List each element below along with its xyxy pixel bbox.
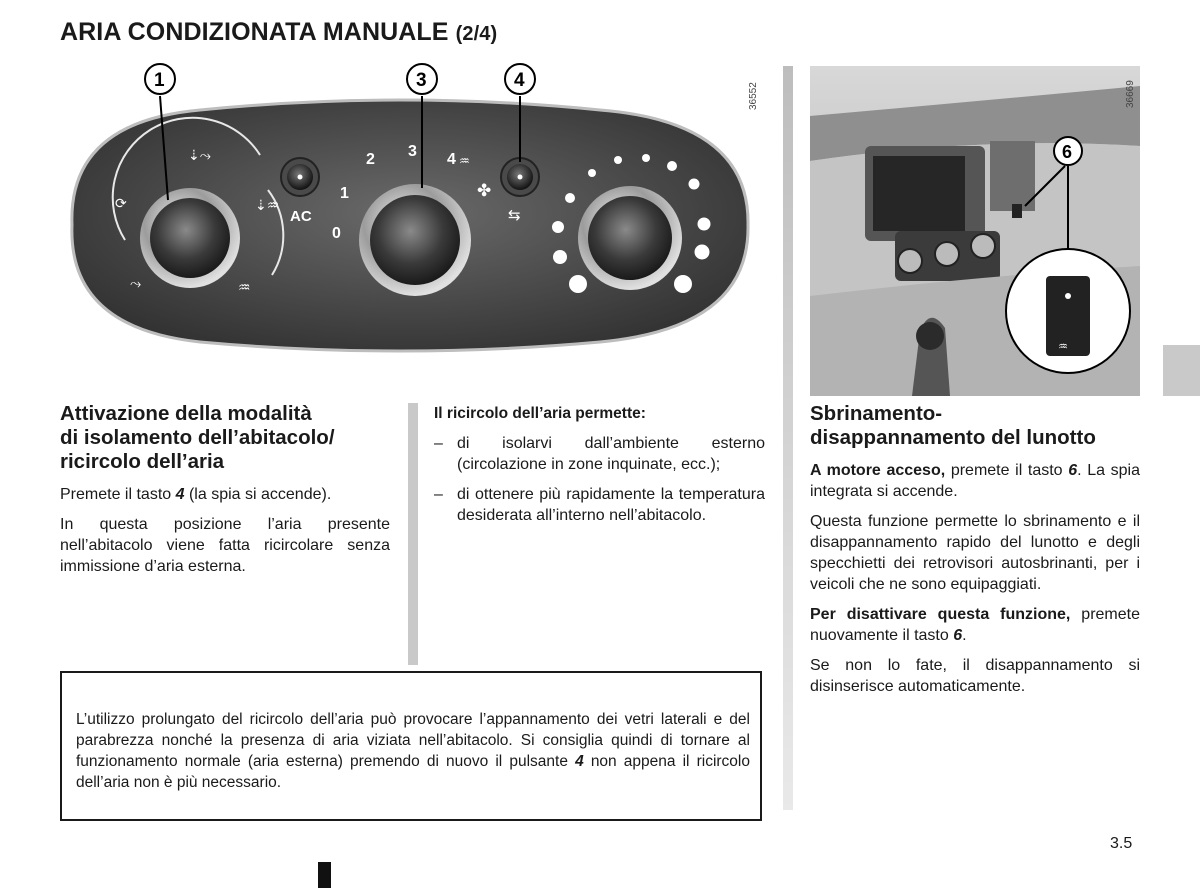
page-title-suffix: (2/4) bbox=[455, 23, 498, 45]
fan-speed-3: 3 bbox=[408, 143, 417, 160]
multimedia-screen bbox=[873, 156, 965, 231]
middle-item-1-text: di isolarvi dall’ambiente esterno (circolazione in zone inquinate, ecc.); bbox=[457, 435, 765, 473]
right-p1-end: . La spia integrata si accende. bbox=[810, 462, 1140, 500]
defrost-icon: ♒ bbox=[459, 154, 470, 168]
callout-6: 6 bbox=[1062, 142, 1073, 162]
warning-text bbox=[76, 709, 750, 793]
warning-key: 4 bbox=[575, 753, 584, 770]
recirculation-car-icon: ⇆ bbox=[508, 207, 521, 224]
windscreen-feet-icon: ⇣♒ bbox=[255, 198, 280, 214]
right-p1-bold: A motore acceso, bbox=[810, 462, 946, 479]
rear-defrost-indicator-light bbox=[1065, 293, 1071, 299]
right-heading-line-2: disappannamento del lunotto bbox=[810, 426, 1096, 449]
right-column-heading bbox=[810, 402, 1140, 450]
recirculation-indicator-light bbox=[518, 175, 523, 180]
panel-figure-code: 36552 bbox=[748, 82, 759, 110]
windscreen-icon: ♒ bbox=[238, 280, 251, 296]
right-p3-bold: Per disattivare questa funzione, bbox=[810, 606, 1071, 623]
face-icon: ⟳ bbox=[115, 196, 127, 212]
left-heading-line-2: di isolamento dell’abitacolo/ bbox=[60, 426, 335, 449]
middle-item-2-text: di ottenere più rapidamente la temperatura desiderata all’interno nell’abitacolo. bbox=[457, 486, 765, 524]
callout-1: 1 bbox=[154, 70, 165, 91]
feet-icon: ⤳ bbox=[130, 276, 142, 292]
air-vent bbox=[990, 141, 1035, 211]
photo-figure-code: 36669 bbox=[1125, 80, 1136, 108]
right-p3-key: 6 bbox=[953, 627, 963, 644]
ac-indicator-light bbox=[298, 175, 303, 180]
right-p1-text: premete il tasto bbox=[950, 462, 1063, 479]
ac-label: AC bbox=[290, 208, 312, 225]
right-paragraph-2: Questa funzione permette lo sbrinamento e il disappannamento rapido del lunotto e degli specchietti dei retrovisori autosbrinanti, per i veicoli che ne sono equipaggiati. bbox=[810, 513, 1140, 593]
fan-icon: ✤ bbox=[477, 181, 492, 200]
page-title-text: ARIA CONDIZIONATA MANUALE bbox=[60, 18, 449, 46]
right-column bbox=[810, 402, 1140, 697]
dashboard-photo bbox=[810, 66, 1140, 396]
left-p1-text: Premete il tasto bbox=[60, 486, 172, 503]
callout-3: 3 bbox=[416, 70, 427, 91]
left-column-heading bbox=[60, 402, 390, 474]
control-panel-figure bbox=[60, 60, 760, 370]
left-p1-end: (la spia si accende). bbox=[188, 486, 332, 503]
left-heading-line-3: ricircolo dell’aria bbox=[60, 450, 225, 473]
right-paragraph-4: Se non lo fate, il disappannamento si disinserisce automaticamente. bbox=[810, 657, 1140, 695]
rear-defrost-icon: ♒ bbox=[1058, 341, 1068, 353]
callout-4: 4 bbox=[514, 70, 525, 91]
fan-speed-4: 4 bbox=[447, 151, 456, 168]
fan-speed-1: 1 bbox=[340, 185, 349, 202]
left-p1-key: 4 bbox=[175, 486, 185, 503]
left-paragraph-1 bbox=[60, 484, 390, 505]
page-number: 3.5 bbox=[1110, 835, 1133, 852]
right-paragraph-3 bbox=[810, 604, 1140, 646]
left-column bbox=[60, 402, 390, 577]
distribution-knob[interactable] bbox=[150, 198, 230, 278]
middle-list-item-2 bbox=[434, 484, 765, 526]
warning-box bbox=[60, 671, 762, 821]
warning-text-before: L’utilizzo prolungato del ricircolo dell’aria può provocare l’appannamento dei vetri laterali e del parabrezza nonché la presenza di aria viziata nell’abitacolo. Si consiglia quindi di tornare al funzionamento normale (aria esterna) premendo di nuovo il pulsante bbox=[76, 711, 750, 770]
dash-2: – bbox=[434, 486, 443, 503]
dash-1: – bbox=[434, 435, 443, 452]
bottom-crop-mark bbox=[318, 862, 331, 888]
right-paragraph-1 bbox=[810, 460, 1140, 502]
fan-speed-knob[interactable] bbox=[370, 195, 460, 285]
right-p3-text: premete nuovamente il tasto bbox=[810, 606, 1140, 644]
column-separator-bar bbox=[783, 66, 793, 810]
rear-defrost-button bbox=[1046, 276, 1090, 356]
warning-text-after: non appena il ricircolo dell’aria non è più necessario. bbox=[76, 753, 750, 791]
right-p1-key: 6 bbox=[1068, 462, 1078, 479]
middle-column bbox=[434, 403, 765, 526]
temperature-knob[interactable] bbox=[588, 196, 672, 280]
defrost-feet-icon: ⇣⤳ bbox=[188, 148, 211, 164]
left-heading-line-1: Attivazione della modalità bbox=[60, 402, 312, 425]
fan-speed-2: 2 bbox=[366, 151, 375, 168]
fan-speed-0: 0 bbox=[332, 225, 341, 242]
page-title bbox=[60, 18, 497, 47]
right-heading-line-1: Sbrinamento- bbox=[810, 402, 943, 425]
middle-intro: Il ricircolo dell’aria permette: bbox=[434, 405, 646, 422]
left-paragraph-2: In questa posizione l’aria presente nell’abitacolo viene fatta ricircolare senza immissione d’aria esterna. bbox=[60, 516, 390, 575]
section-tab-marker bbox=[1163, 345, 1200, 396]
right-p3-end: . bbox=[962, 627, 967, 644]
middle-list-item-1 bbox=[434, 433, 765, 475]
rear-defrost-switch-small bbox=[1012, 204, 1022, 218]
middle-column-bar bbox=[408, 403, 418, 665]
